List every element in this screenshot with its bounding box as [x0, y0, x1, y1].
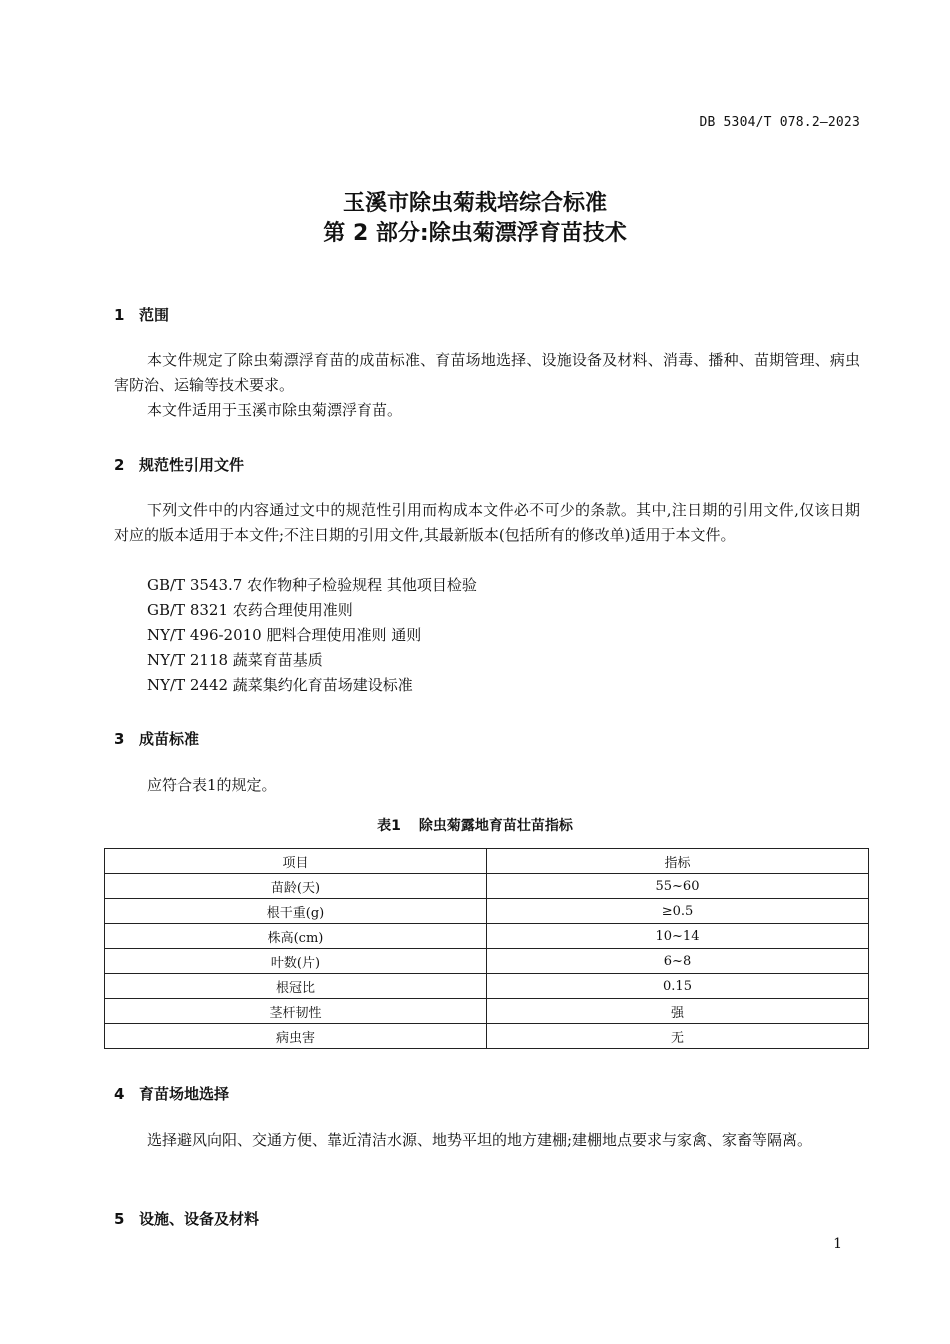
table-cell-value: 0.15 — [487, 974, 869, 999]
site-selection-paragraph: 选择避风向阳、交通方便、靠近清洁水源、地势平坦的地方建棚;建棚地点要求与家禽、家畜等隔离。 — [147, 1131, 813, 1149]
section-number: 2 — [114, 456, 125, 474]
table-row — [105, 899, 869, 924]
section-title: 设施、设备及材料 — [139, 1210, 260, 1228]
table-cell-value: 10~14 — [487, 924, 869, 949]
section-title: 育苗场地选择 — [139, 1085, 230, 1103]
table-cell-item: 叶数(片) — [105, 949, 487, 974]
reference-item: NY/T 2442 蔬菜集约化育苗场建设标准 — [147, 676, 413, 694]
table-row — [105, 924, 869, 949]
section-heading-2 — [114, 454, 244, 475]
table-caption — [0, 815, 950, 835]
section-heading-3 — [114, 728, 199, 749]
section-title: 规范性引用文件 — [139, 456, 245, 474]
table-label: 表1 — [377, 818, 401, 834]
reference-item: GB/T 3543.7 农作物种子检验规程 其他项目检验 — [147, 576, 477, 594]
table-caption-text: 除虫菊露地育苗壮苗指标 — [418, 818, 573, 834]
section-number: 4 — [114, 1085, 125, 1103]
scope-paragraph-2: 本文件适用于玉溪市除虫菊漂浮育苗。 — [147, 401, 403, 419]
table-cell-item: 根干重(g) — [105, 899, 487, 924]
table-cell-value: 无 — [487, 1024, 869, 1049]
table-row — [105, 999, 869, 1024]
reference-item: NY/T 2118 蔬菜育苗基质 — [147, 651, 323, 669]
references-intro-paragraph: 下列文件中的内容通过文中的规范性引用而构成本文件必不可少的条款。其中,注日期的引用文件,仅该日期对应的版本适用于本文件;不注日期的引用文件,其最新版本(包括所有的修改单)适用于本文件。 — [114, 501, 860, 544]
section-heading-5 — [114, 1208, 259, 1229]
table-cell-value: 强 — [487, 999, 869, 1024]
table-cell-value: 55~60 — [487, 874, 869, 899]
reference-item: GB/T 8321 农药合理使用准则 — [147, 601, 353, 619]
section-heading-1 — [114, 304, 169, 325]
table-cell-item: 根冠比 — [105, 974, 487, 999]
section-number: 3 — [114, 730, 125, 748]
standard-code: DB 5304/T 078.2—2023 — [699, 115, 860, 130]
table-cell-item: 苗龄(天) — [105, 874, 487, 899]
section-number: 1 — [114, 306, 125, 324]
table-header-row — [105, 849, 869, 874]
document-subtitle: 第 2 部分:除虫菊漂浮育苗技术 — [323, 221, 627, 246]
table-cell-item: 病虫害 — [105, 1024, 487, 1049]
seedling-index-table — [104, 848, 869, 1049]
section-number: 5 — [114, 1210, 125, 1228]
column-header-item: 项目 — [105, 849, 487, 874]
table-cell-value: 6~8 — [487, 949, 869, 974]
page-number: 1 — [833, 1236, 842, 1252]
section-heading-4 — [114, 1083, 229, 1104]
table-row — [105, 974, 869, 999]
table-row — [105, 949, 869, 974]
scope-paragraph-1: 本文件规定了除虫菊漂浮育苗的成苗标准、育苗场地选择、设施设备及材料、消毒、播种、苗期管理、病虫害防治、运输等技术要求。 — [114, 351, 860, 394]
table-cell-item: 株高(cm) — [105, 924, 487, 949]
section-title: 范围 — [139, 306, 170, 324]
standard-paragraph: 应符合表1的规定。 — [147, 776, 277, 794]
table-cell-item: 茎杆韧性 — [105, 999, 487, 1024]
table-cell-value: ≥0.5 — [487, 899, 869, 924]
reference-item: NY/T 496-2010 肥料合理使用准则 通则 — [147, 626, 422, 644]
table-row — [105, 1024, 869, 1049]
section-title: 成苗标准 — [139, 730, 200, 748]
table-row — [105, 874, 869, 899]
column-header-index: 指标 — [487, 849, 869, 874]
document-title: 玉溪市除虫菊栽培综合标准 — [342, 191, 607, 216]
